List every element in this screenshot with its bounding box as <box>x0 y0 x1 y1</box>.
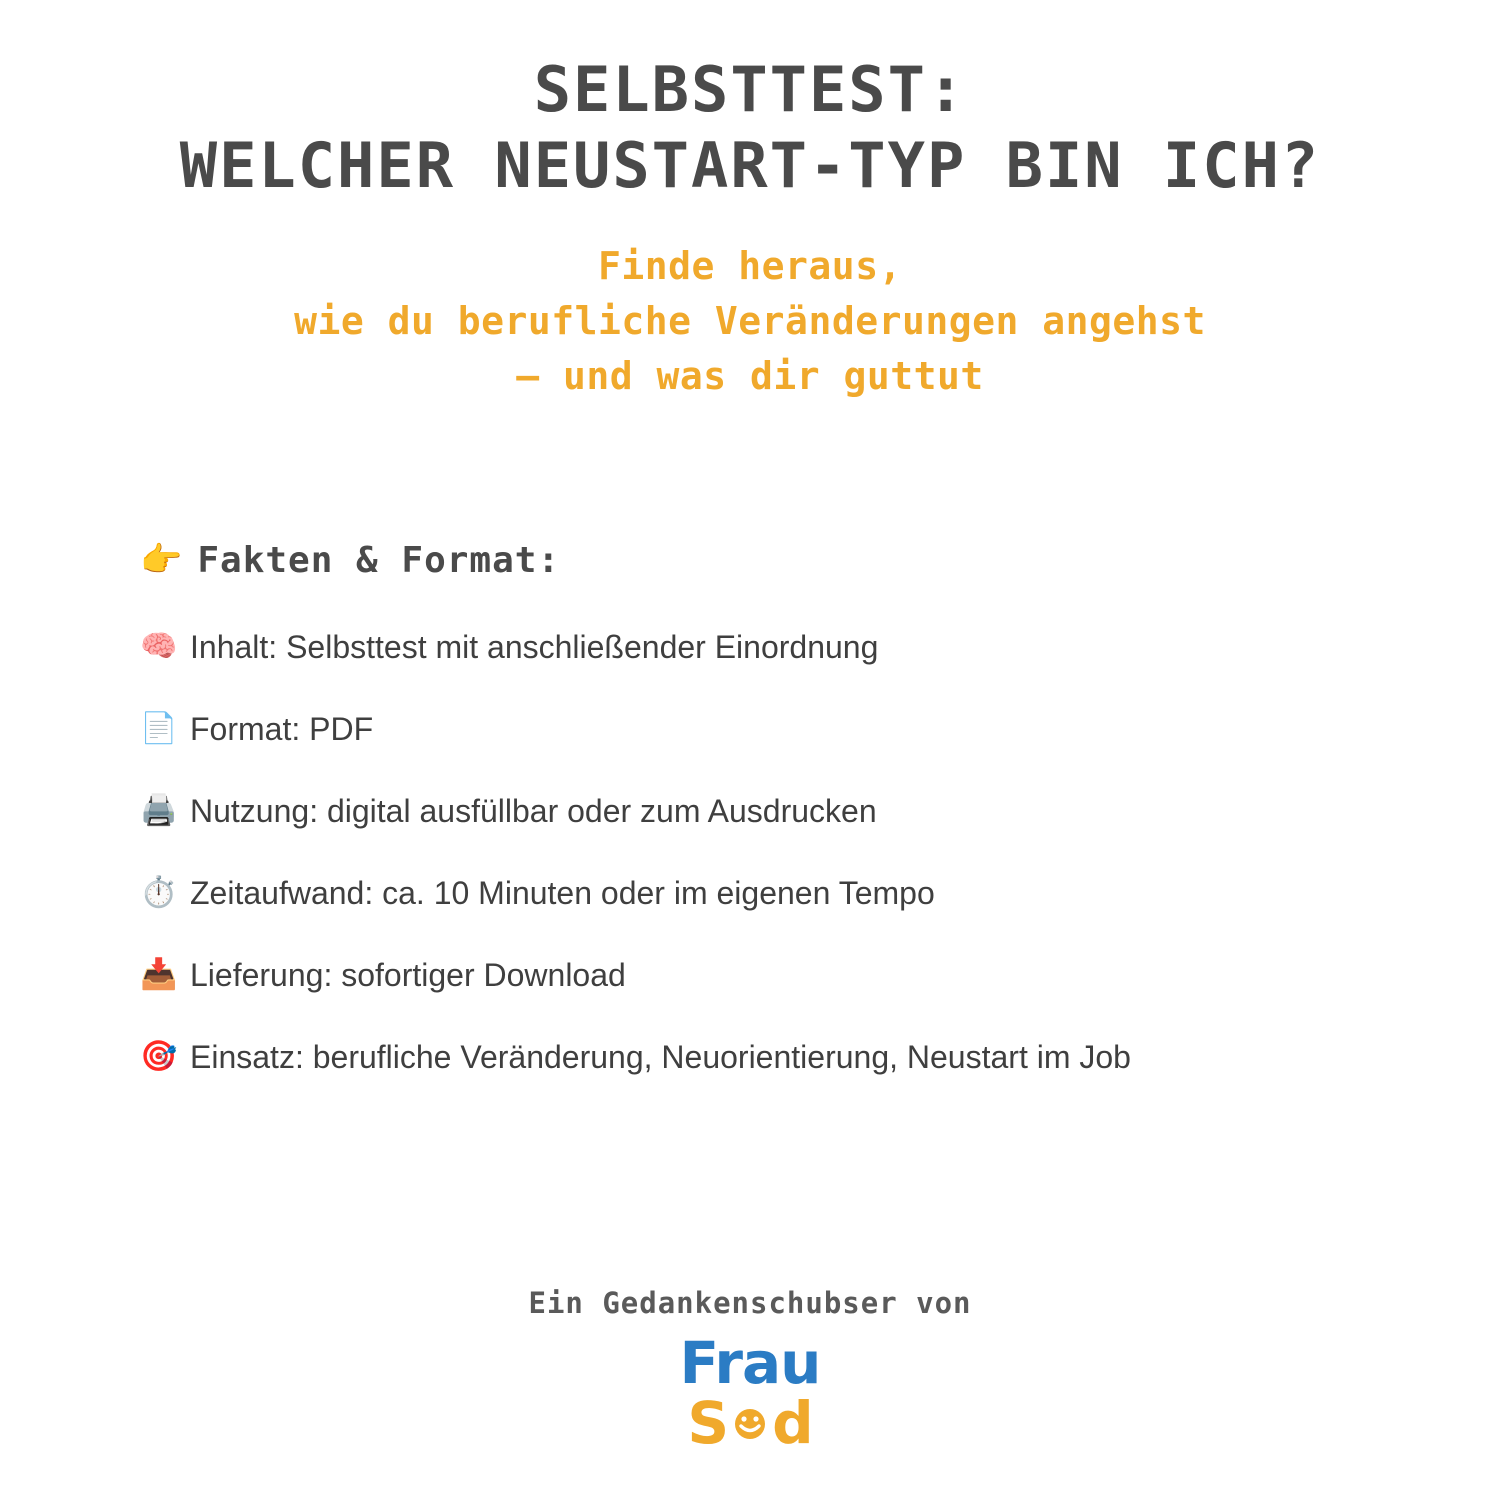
list-item-label: Zeitaufwand: ca. 10 Minuten oder im eigenen Tempo <box>190 874 935 911</box>
stopwatch-icon: ⏱️ <box>140 875 178 909</box>
facts-list <box>140 627 1400 1077</box>
target-icon: 🎯 <box>140 1039 178 1073</box>
list-item <box>140 1037 1400 1077</box>
title-line-1: SELBSTTEST: <box>533 53 967 126</box>
brain-icon: 🧠 <box>140 629 178 663</box>
logo-letter-s: S <box>687 1389 729 1457</box>
page-title <box>0 52 1500 203</box>
list-item-label: Einsatz: berufliche Veränderung, Neuorientierung, Neustart im Job <box>190 1038 1131 1075</box>
list-item-label: Inhalt: Selbsttest mit anschließender Einordnung <box>190 628 879 665</box>
facts-section <box>0 540 1500 1077</box>
logo-top-word: Frau <box>679 1329 821 1397</box>
brand-logo <box>679 1329 821 1457</box>
facts-heading <box>140 540 1400 581</box>
list-item <box>140 955 1400 995</box>
subtitle <box>0 239 1500 404</box>
logo-letter-d: d <box>772 1389 813 1457</box>
inbox-tray-icon: 📥 <box>140 957 178 991</box>
subtitle-line-2: wie du berufliche Veränderungen angehst <box>294 299 1206 344</box>
facts-heading-label: Fakten & Format: <box>197 539 561 581</box>
subtitle-line-3: – und was dir guttut <box>516 354 984 399</box>
list-item-label: Nutzung: digital ausfüllbar oder zum Ausdrucken <box>190 792 877 829</box>
list-item-label: Format: PDF <box>190 710 374 747</box>
list-item-label: Lieferung: sofortiger Download <box>190 956 626 993</box>
list-item <box>140 627 1400 667</box>
title-line-2: WELCHER NEUSTART-TYP BIN ICH? <box>179 128 1321 202</box>
list-item <box>140 709 1400 749</box>
pointing-right-icon: 👉 <box>140 540 184 581</box>
footer <box>0 1286 1500 1457</box>
subtitle-line-1: Finde heraus, <box>598 244 902 289</box>
list-item <box>140 791 1400 831</box>
list-item <box>140 873 1400 913</box>
document-icon: 📄 <box>140 711 178 745</box>
logo-bottom-word <box>687 1389 813 1457</box>
printer-icon: 🖨️ <box>140 793 178 827</box>
smiley-face-icon <box>729 1402 771 1444</box>
footer-caption: Ein Gedankenschubser von <box>528 1286 972 1320</box>
